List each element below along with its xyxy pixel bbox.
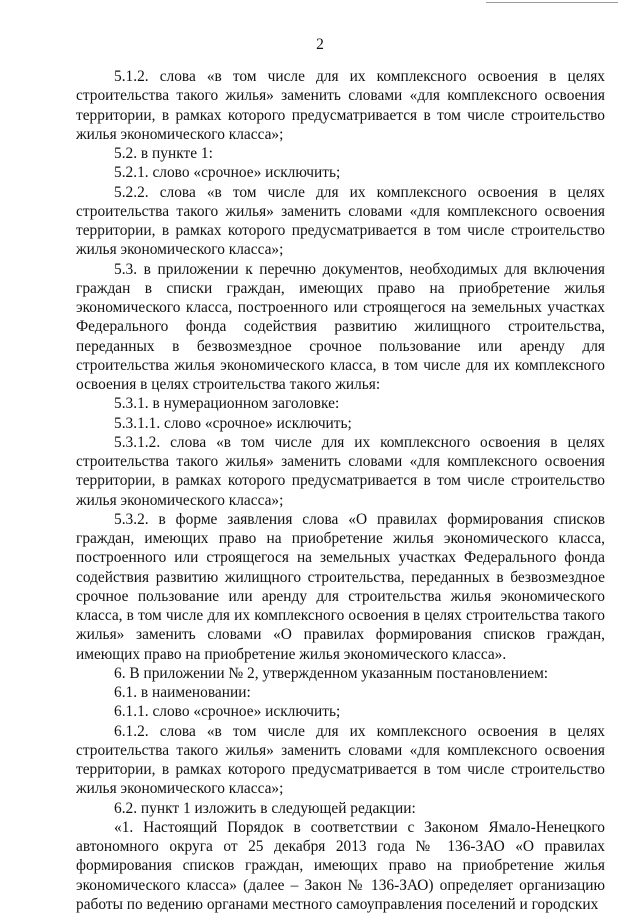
paragraph-6-2: 6.2. пункт 1 изложить в следующей редакции:: [114, 799, 416, 817]
paragraph-5-2-1: 5.2.1. слово «срочное» исключить;: [114, 164, 341, 182]
document-body: [76, 67, 605, 914]
paragraph-5-3: 5.3. в приложении к перечню документов, необходимых для включения граждан в списки граждан, имеющих право на приобретение жилья экономического класса, построенного или строящегося на земельных участках Федерального фонда содействия развитию жилищного строительства, переданных в безвозмездное срочное пользование или аренду для строительства жилья экономического класса, в том числе для их комплексного освоения в целях строительства такого жилья:: [76, 260, 605, 393]
paragraph-5-3-1-1: 5.3.1.1. слово «срочное» исключить;: [114, 414, 352, 432]
paragraph-6-1-1: 6.1.1. слово «срочное» исключить;: [114, 703, 341, 721]
paragraph-5-3-2: 5.3.2. в форме заявления слова «О правилах формирования списков граждан, имеющих право на приобретение жилья экономического класса, построенного или строящегося на земельных участках Федерального фонда содействия развитию жилищного строительства, переданных в безвозмездное срочное пользование или аренду для строительства жилья экономического класса, в том числе для их комплексного освоения в целях строительства такого жилья» заменить словами «О правилах формирования списков граждан, имеющих право на приобретение жилья экономического класса».: [76, 510, 605, 663]
paragraph-5-2: 5.2. в пункте 1:: [114, 145, 213, 162]
paragraph-5-3-1-2: 5.3.1.2. слова «в том числе для их комплексного освоения в целях строительства такого жилья» заменить словами «для комплексного освоения территории, в рамках которого предусматривается в том числе строительство жилья экономического класса»;: [76, 433, 605, 509]
paragraph-6-1-2: 6.1.2. слова «в том числе для их комплексного освоения в целях строительства такого жилья» заменить словами «для комплексного освоения территории, в рамках которого предусматривается в том числе строительство жилья экономического класса»;: [76, 722, 605, 798]
page-number: 2: [316, 36, 324, 53]
paragraph-quote-1: «1. Настоящий Порядок в соответствии с Законом Ямало-Ненецкого автономного округа от 25 декабря 2013 года № 136-ЗАО «О правилах формирования списков граждан, имеющих право на приобретение жилья экономического класса» (далее – Закон № 136-ЗАО) определяет организацию работы по ведению органами местного самоуправления поселений и городских: [76, 818, 605, 913]
paragraph-5-2-2: 5.2.2. слова «в том числе для их комплексного освоения в целях строительства такого жилья» заменить словами «для комплексного освоения территории, в рамках которого предусматривается в том числе строительство жилья экономического класса»;: [76, 183, 605, 259]
paragraph-6-1: 6.1. в наименовании:: [114, 684, 251, 701]
paragraph-5-3-1: 5.3.1. в нумерационном заголовке:: [114, 395, 340, 413]
paragraph-6: 6. В приложении № 2, утвержденном указанным постановлением:: [114, 664, 549, 682]
header-rule: [486, 2, 618, 3]
paragraph-5-1-2: 5.1.2. слова «в том числе для их комплексного освоения в целях строительства такого жилья» заменить словами «для комплексного освоения территории, в рамках которого предусматривается в том числе строительство жилья экономического класса»;: [76, 68, 605, 143]
